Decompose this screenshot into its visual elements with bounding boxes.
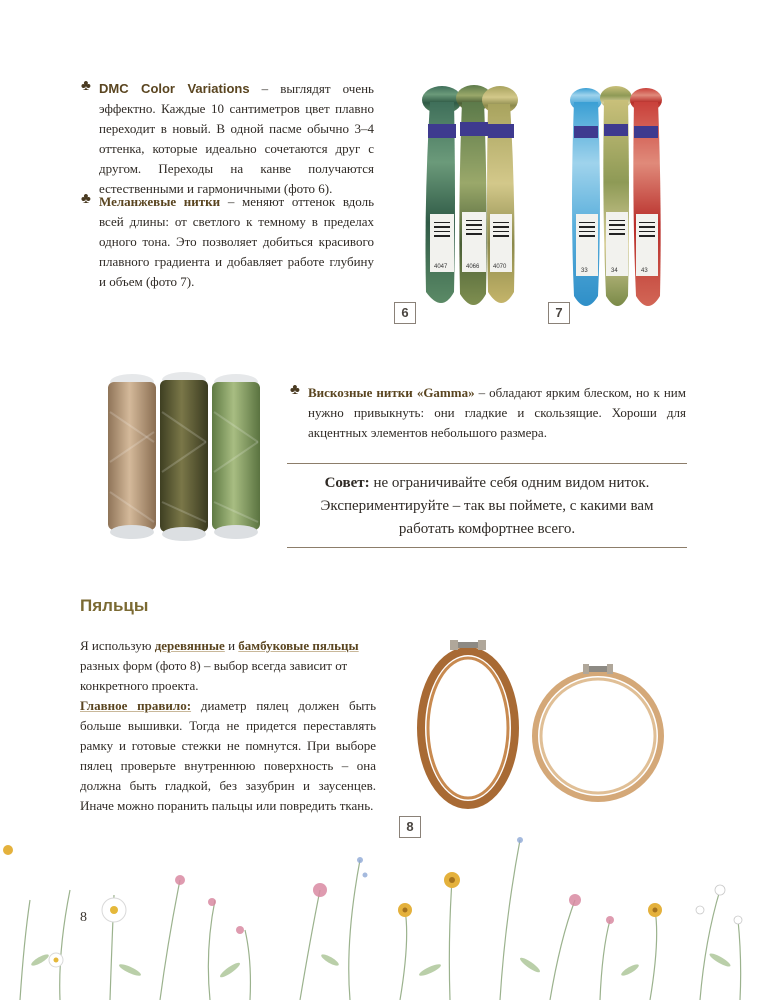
skein-label-33: 33 <box>581 268 588 274</box>
hoops-rule-text: диаметр пялец должен быть больше вышивки. Тогда не придется переставлять рамку и готовые стежки не помнутся. При выборе пялец проверьте внутреннюю поверхность – она должна быть гладкой, без зазубрин и заусенцев. Иначе можно поранить пальцы или повредить ткань. <box>80 698 377 813</box>
club-bullet-icon: ♣ <box>81 191 91 207</box>
photo-6-dmc-skeins <box>412 82 522 322</box>
tip-top-rule <box>287 463 687 464</box>
hoops-intro-after: разных форм (фото 8) – выбор всегда зависит от конкретного проекта. <box>80 658 348 693</box>
viscose-term: Вискозные нитки «Gamma» <box>308 385 475 400</box>
hoops-image <box>408 632 668 812</box>
tip-box <box>297 472 677 541</box>
viscose-text: – обладают ярким блеском, но к ним нужно привыкнуть: они гладкие и скользящие. Хороши для акцентных элементов небольшого размера. <box>308 385 686 440</box>
tip-bottom-rule <box>287 547 687 548</box>
tip-label: Совет: <box>324 475 370 491</box>
skeins-image <box>412 82 522 322</box>
photo-8-hoops <box>408 632 668 812</box>
skeins-image <box>566 86 666 322</box>
melange-text: – меняют оттенок вдоль всей длины: от светлого к темному в пределах одного тона. Это позволяет добиться красивого плавного градиента и добавляет работе глубину и объем (фото 7). <box>99 194 375 289</box>
spools-image <box>104 372 266 542</box>
hoops-rule-label: Главное правило: <box>80 698 192 713</box>
skein-label-34: 34 <box>611 268 618 274</box>
club-bullet-icon: ♣ <box>81 78 91 94</box>
photo-7-melange-skeins <box>566 86 666 322</box>
dmc-item <box>81 78 374 199</box>
melange-item <box>81 191 375 292</box>
wildflower-border-decoration <box>0 820 760 1000</box>
skein-label-4047: 4047 <box>434 264 448 270</box>
photo-number-8: 8 <box>399 816 421 838</box>
page-number: 8 <box>80 910 87 925</box>
flowers-image <box>0 820 760 1000</box>
skein-label-4070: 4070 <box>493 264 507 270</box>
viscose-item <box>290 382 686 443</box>
hoops-and: и <box>224 638 239 653</box>
hoops-intro-before: Я использую <box>80 638 155 653</box>
photo-number-7: 7 <box>548 302 570 324</box>
hoops-text <box>80 636 376 816</box>
photo-number-6: 6 <box>394 302 416 324</box>
tip-text: не ограничивайте себя одним видом ниток. Экспериментируйте – так вы поймете, с какими вам работать комфортнее всего. <box>320 475 654 537</box>
skein-label-43: 43 <box>641 268 648 274</box>
viscose-spools-photo <box>104 372 266 542</box>
hoops-wooden: деревянные <box>154 638 225 653</box>
dmc-text: – выглядят очень эффектно. Каждые 10 сантиметров цвет плавно переходит в новый. В одной пасме обычно 3–4 оттенка, которые идеально сочетаются друг с другом. Переходы на канве получаются естественными и гармоничными (фото 6). <box>99 81 374 196</box>
section-title-hoops: Пяльцы <box>80 596 149 615</box>
dmc-term: DMC Color Variations <box>99 81 250 96</box>
melange-term: Меланжевые нитки <box>99 194 221 209</box>
club-bullet-icon: ♣ <box>290 382 300 398</box>
skein-label-4066: 4066 <box>466 264 480 270</box>
hoops-bamboo: бамбуковые пяльцы <box>238 638 359 653</box>
